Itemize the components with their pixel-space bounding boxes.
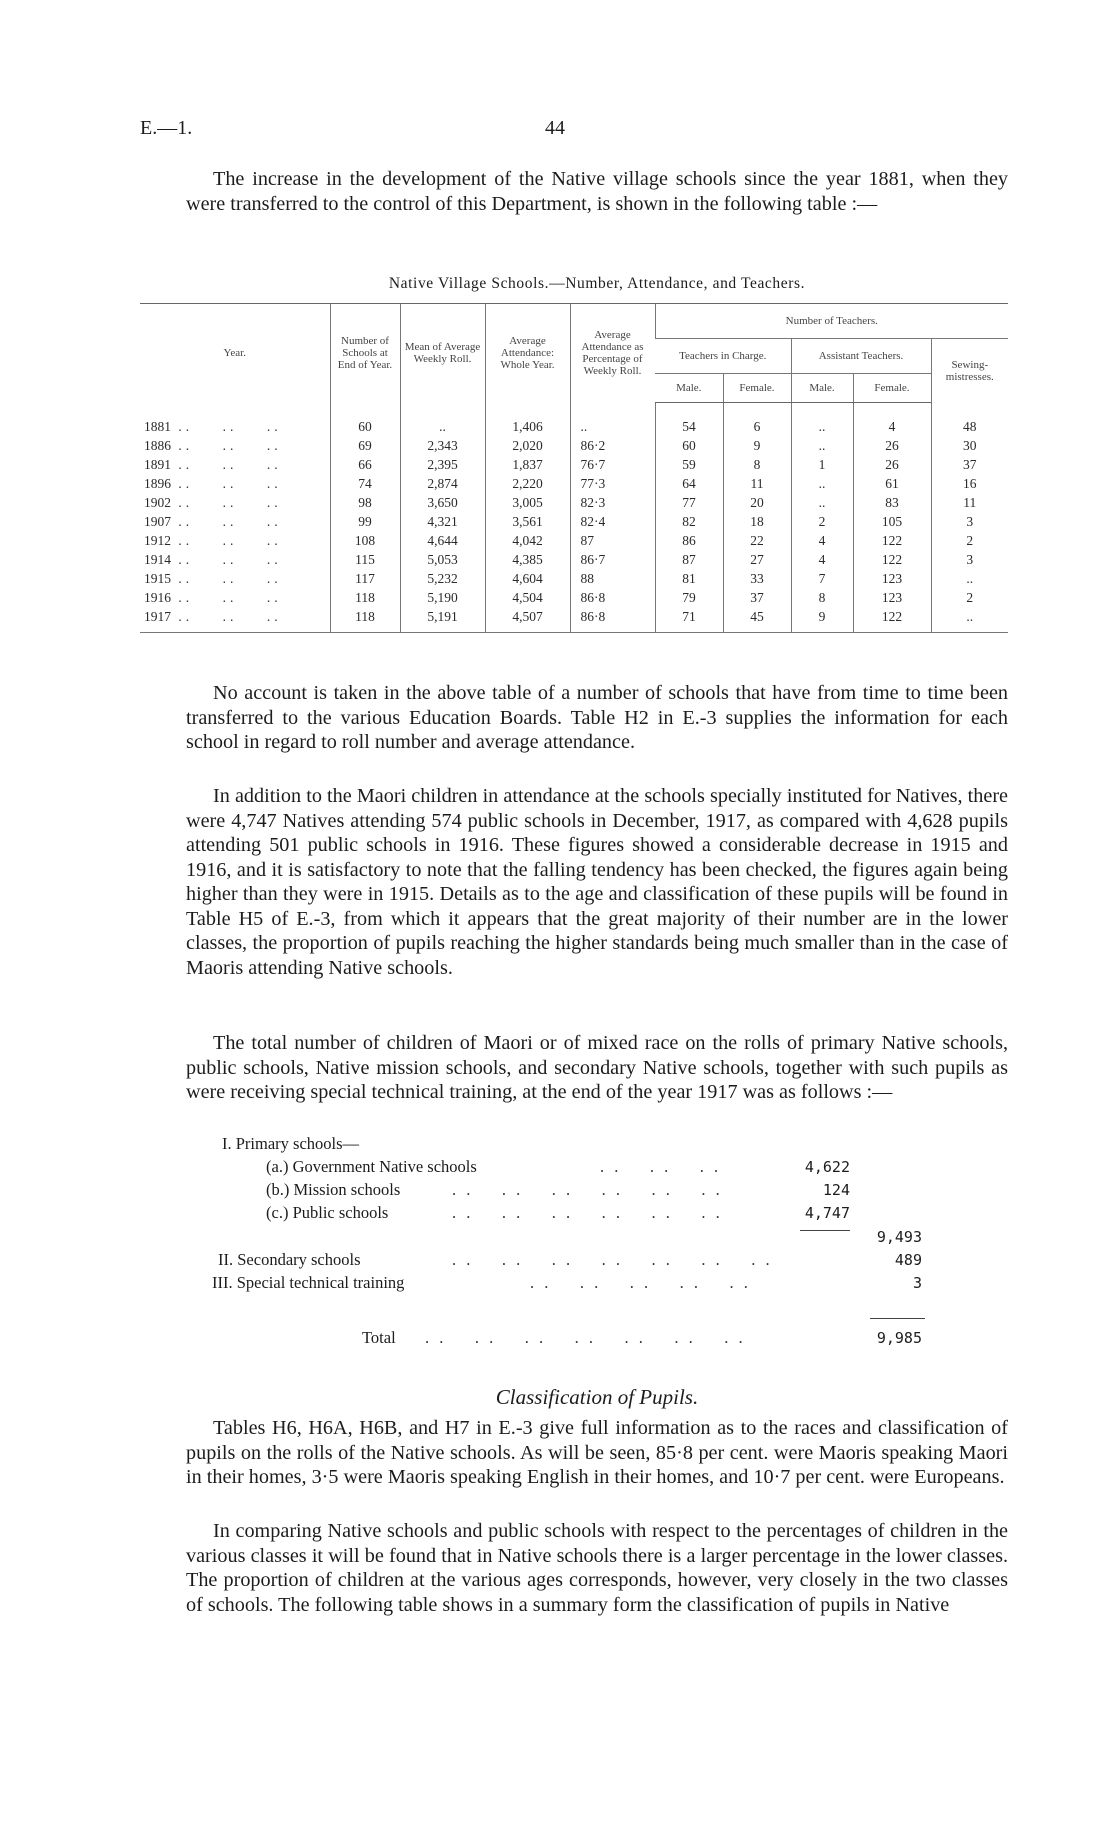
cell-schools: 66 — [330, 455, 400, 474]
cell-as-female: 123 — [853, 588, 931, 607]
leader-dots: .. .. .. — [171, 552, 282, 567]
cell-attendance: 4,504 — [485, 588, 570, 607]
cell-ic-male: 77 — [655, 493, 723, 512]
table-body — [140, 403, 1008, 633]
leader-dots: .. .. .. — [171, 495, 282, 510]
cell-pct: 76·7 — [570, 455, 655, 474]
cell-as-female: 61 — [853, 474, 931, 493]
cell-year — [140, 550, 330, 569]
cell-ic-female: 8 — [723, 455, 791, 474]
summary-total-label: Total — [362, 1328, 396, 1347]
cell-roll: 4,644 — [400, 531, 485, 550]
leader-dots: .. .. .. — [171, 438, 282, 453]
cell-as-female: 26 — [853, 436, 931, 455]
cell-attendance: 3,005 — [485, 493, 570, 512]
leader-dots: . . . . . . — [600, 1157, 722, 1176]
cell-roll: 3,650 — [400, 493, 485, 512]
leader-dots: .. .. .. — [171, 533, 282, 548]
year-value: 1902 — [144, 495, 171, 510]
cell-ic-male: 60 — [655, 436, 723, 455]
cell-pct: 82·4 — [570, 512, 655, 531]
paragraph-classification: Tables H6, H6A, H6B, and H7 in E.-3 give full information as to the races and classification of pupils on the rolls of the Native schools. As will be seen, 85·8 per cent. were Maoris speaking Maori in their homes, 3·5 were Maoris speaking English in their homes, and 10·7 per cent. were Europeans. — [186, 1417, 1008, 1488]
header-ic-female: Female. — [723, 374, 791, 403]
native-schools-table — [140, 303, 1008, 633]
cell-year — [140, 436, 330, 455]
cell-ic-female: 33 — [723, 569, 791, 588]
cell-roll: 5,053 — [400, 550, 485, 569]
cell-schools: 99 — [330, 512, 400, 531]
cell-schools: 74 — [330, 474, 400, 493]
table-title: Native Village Schools.—Number, Attendance, and Teachers. — [388, 275, 806, 292]
summary-public-label: (c.) Public schools — [266, 1203, 389, 1222]
header-sewing: Sewing-mistresses. — [931, 339, 1008, 403]
cell-schools: 108 — [330, 531, 400, 550]
cell-ic-male: 64 — [655, 474, 723, 493]
cell-attendance: 1,406 — [485, 403, 570, 437]
summary-technical-label: III. Special technical training — [212, 1273, 405, 1292]
cell-as-male: .. — [791, 474, 853, 493]
cell-ic-male: 87 — [655, 550, 723, 569]
leader-dots: . . . . . . . . . . — [530, 1273, 751, 1292]
cell-year — [140, 531, 330, 550]
cell-ic-female: 18 — [723, 512, 791, 531]
summary-government-value: 4,622 — [804, 1158, 850, 1176]
cell-sewing: .. — [931, 607, 1008, 633]
table-row — [140, 512, 1008, 531]
cell-roll: 2,395 — [400, 455, 485, 474]
header-schools: Number of Schools at End of Year. — [330, 304, 400, 403]
cell-ic-female: 11 — [723, 474, 791, 493]
cell-roll: 5,232 — [400, 569, 485, 588]
cell-as-male: 4 — [791, 531, 853, 550]
header-as-female: Female. — [853, 374, 931, 403]
cell-as-male: 9 — [791, 607, 853, 633]
summary-mission-label: (b.) Mission schools — [266, 1180, 401, 1199]
cell-attendance: 4,385 — [485, 550, 570, 569]
year-value: 1915 — [144, 571, 171, 586]
cell-attendance: 1,837 — [485, 455, 570, 474]
cell-ic-male: 81 — [655, 569, 723, 588]
leader-dots: .. .. .. — [171, 514, 282, 529]
header-teachers-group: Number of Teachers. — [655, 304, 1008, 339]
table-row — [140, 550, 1008, 569]
year-value: 1916 — [144, 590, 171, 605]
year-value: 1907 — [144, 514, 171, 529]
cell-pct: 86·2 — [570, 436, 655, 455]
table-row — [140, 493, 1008, 512]
header-assistant: Assistant Teachers. — [791, 339, 931, 374]
summary-total-value: 9,985 — [876, 1329, 922, 1347]
cell-as-female: 123 — [853, 569, 931, 588]
year-value: 1881 — [144, 418, 171, 434]
cell-as-female: 26 — [853, 455, 931, 474]
cell-as-male: .. — [791, 436, 853, 455]
cell-attendance: 2,220 — [485, 474, 570, 493]
cell-roll: .. — [400, 403, 485, 437]
cell-sewing: 3 — [931, 550, 1008, 569]
table-row — [140, 474, 1008, 493]
cell-year — [140, 512, 330, 531]
cell-ic-male: 79 — [655, 588, 723, 607]
summary-public-value: 4,747 — [804, 1204, 850, 1222]
cell-pct: 86·8 — [570, 588, 655, 607]
cell-as-female: 4 — [853, 403, 931, 437]
table-row — [140, 531, 1008, 550]
cell-year — [140, 474, 330, 493]
cell-roll: 2,874 — [400, 474, 485, 493]
paragraph-public-schools: In addition to the Maori children in attendance at the schools specially instituted for Natives, there were 4,747 Natives attending 574 public schools in December, 1917, as compared with 4,628 pupils attending 501 public schools in 1916. These figures showed a considerable decrease in 1915 and 1916, and it is satisfactory to note that the falling tendency has been checked, the figures again being higher than they were in 1915. Details as to the age and classification of these pupils will be found in Table H5 of E.-3, from which it appears that the great majority of their number are in the lower classes, the proportion of pupils reaching the higher standards being much smaller than in the case of Maoris attending Native schools. — [186, 785, 1008, 979]
summary-primary-total: 9,493 — [876, 1228, 922, 1246]
paragraph-education-boards: No account is taken in the above table of a number of schools that have from time to time been transferred to the various Education Boards. Table H2 in E.-3 supplies the information for each school in regard to roll number and average attendance. — [186, 682, 1008, 753]
cell-roll: 5,190 — [400, 588, 485, 607]
cell-roll: 4,321 — [400, 512, 485, 531]
series-code: E.—1. — [140, 117, 193, 139]
cell-ic-male: 59 — [655, 455, 723, 474]
cell-pct: 77·3 — [570, 474, 655, 493]
header-year: Year. — [140, 304, 330, 403]
cell-sewing: 30 — [931, 436, 1008, 455]
header-percentage: Average Attendance as Percentage of Weekly Roll. — [570, 304, 655, 403]
total-rule — [870, 1318, 925, 1319]
paragraph-total-children: The total number of children of Maori or of mixed race on the rolls of primary Native schools, public schools, Native mission schools, and secondary Native schools, together with such pupils as were receiving special technical training, at the end of the year 1917 was as follows :— — [186, 1032, 1008, 1103]
cell-as-female: 105 — [853, 512, 931, 531]
cell-year — [140, 569, 330, 588]
cell-as-female: 122 — [853, 531, 931, 550]
cell-schools: 98 — [330, 493, 400, 512]
leader-dots: .. .. .. — [171, 571, 282, 586]
leader-dots: .. .. .. — [171, 476, 282, 491]
leader-dots: .. .. .. — [171, 609, 282, 624]
cell-as-male: 8 — [791, 588, 853, 607]
cell-ic-female: 27 — [723, 550, 791, 569]
year-value: 1891 — [144, 457, 171, 472]
subtotal-rule — [800, 1230, 850, 1231]
intro-paragraph: The increase in the development of the Native village schools since the year 1881, when they were transferred to the control of this Department, is shown in the following table :— — [186, 168, 1008, 215]
leader-dots: . . . . . . . . . . . . — [452, 1180, 723, 1199]
cell-schools: 117 — [330, 569, 400, 588]
leader-dots: . . . . . . . . . . . . — [452, 1203, 723, 1222]
cell-attendance: 3,561 — [485, 512, 570, 531]
cell-ic-female: 6 — [723, 403, 791, 437]
summary-technical-value: 3 — [912, 1274, 922, 1292]
cell-pct: 86·7 — [570, 550, 655, 569]
cell-pct: .. — [570, 403, 655, 437]
header-roll: Mean of Average Weekly Roll. — [400, 304, 485, 403]
summary-secondary-label: II. Secondary schools — [218, 1250, 361, 1269]
cell-sewing: 11 — [931, 493, 1008, 512]
cell-ic-male: 71 — [655, 607, 723, 633]
cell-attendance: 4,042 — [485, 531, 570, 550]
cell-as-male: 4 — [791, 550, 853, 569]
cell-sewing: 37 — [931, 455, 1008, 474]
classification-heading: Classification of Pupils. — [495, 1385, 699, 1409]
leader-dots: .. .. .. — [171, 590, 282, 605]
cell-as-male: 7 — [791, 569, 853, 588]
cell-ic-female: 22 — [723, 531, 791, 550]
cell-as-male: 1 — [791, 455, 853, 474]
cell-sewing: 48 — [931, 403, 1008, 437]
table-row — [140, 455, 1008, 474]
leader-dots: .. .. .. — [171, 457, 282, 472]
cell-pct: 82·3 — [570, 493, 655, 512]
cell-attendance: 2,020 — [485, 436, 570, 455]
header-ic-male: Male. — [655, 374, 723, 403]
summary-secondary-value: 489 — [894, 1251, 922, 1269]
cell-ic-female: 45 — [723, 607, 791, 633]
cell-sewing: 2 — [931, 588, 1008, 607]
leader-dots: . . . . . . . . . . . . . . — [452, 1250, 773, 1269]
cell-as-male: .. — [791, 493, 853, 512]
cell-schools: 60 — [330, 403, 400, 437]
cell-pct: 88 — [570, 569, 655, 588]
year-value: 1912 — [144, 533, 171, 548]
cell-sewing: 3 — [931, 512, 1008, 531]
cell-schools: 118 — [330, 588, 400, 607]
cell-attendance: 4,604 — [485, 569, 570, 588]
cell-as-male: 2 — [791, 512, 853, 531]
cell-schools: 118 — [330, 607, 400, 633]
summary-primary-label: I. Primary schools— — [222, 1134, 360, 1153]
year-value: 1896 — [144, 476, 171, 491]
cell-attendance: 4,507 — [485, 607, 570, 633]
year-value: 1917 — [144, 609, 171, 624]
table-row — [140, 588, 1008, 607]
table-row — [140, 607, 1008, 633]
cell-sewing: 2 — [931, 531, 1008, 550]
table-row — [140, 569, 1008, 588]
cell-pct: 87 — [570, 531, 655, 550]
summary-government-label: (a.) Government Native schools — [266, 1157, 477, 1176]
cell-year — [140, 493, 330, 512]
cell-ic-male: 82 — [655, 512, 723, 531]
header-attendance: Average Attendance: Whole Year. — [485, 304, 570, 403]
cell-roll: 2,343 — [400, 436, 485, 455]
cell-ic-male: 86 — [655, 531, 723, 550]
year-value: 1914 — [144, 552, 171, 567]
leader-dots: .. .. .. — [171, 418, 282, 434]
cell-sewing: 16 — [931, 474, 1008, 493]
header-in-charge: Teachers in Charge. — [655, 339, 791, 374]
cell-as-female: 122 — [853, 607, 931, 633]
cell-year — [140, 607, 330, 633]
cell-year — [140, 403, 330, 437]
header-as-male: Male. — [791, 374, 853, 403]
cell-as-male: .. — [791, 403, 853, 437]
year-value: 1886 — [144, 438, 171, 453]
paragraph-comparison: In comparing Native schools and public schools with respect to the percentages of children in the various classes it will be found that in Native schools there is a larger percentage in the lower classes. The proportion of children at the various ages corresponds, however, very closely in the two classes of schools. The following table shows in a summary form the classification of pupils in Native — [186, 1520, 1008, 1616]
cell-year — [140, 588, 330, 607]
cell-ic-male: 54 — [655, 403, 723, 437]
cell-ic-female: 9 — [723, 436, 791, 455]
cell-ic-female: 37 — [723, 588, 791, 607]
cell-roll: 5,191 — [400, 607, 485, 633]
cell-as-female: 122 — [853, 550, 931, 569]
cell-pct: 86·8 — [570, 607, 655, 633]
cell-schools: 115 — [330, 550, 400, 569]
cell-as-female: 83 — [853, 493, 931, 512]
leader-dots: . . . . . . . . . . . . . . — [425, 1328, 746, 1347]
cell-year — [140, 455, 330, 474]
cell-sewing: .. — [931, 569, 1008, 588]
cell-ic-female: 20 — [723, 493, 791, 512]
table-row — [140, 403, 1008, 437]
table-row — [140, 436, 1008, 455]
cell-schools: 69 — [330, 436, 400, 455]
page-number: 44 — [545, 117, 565, 139]
summary-mission-value: 124 — [822, 1181, 850, 1199]
